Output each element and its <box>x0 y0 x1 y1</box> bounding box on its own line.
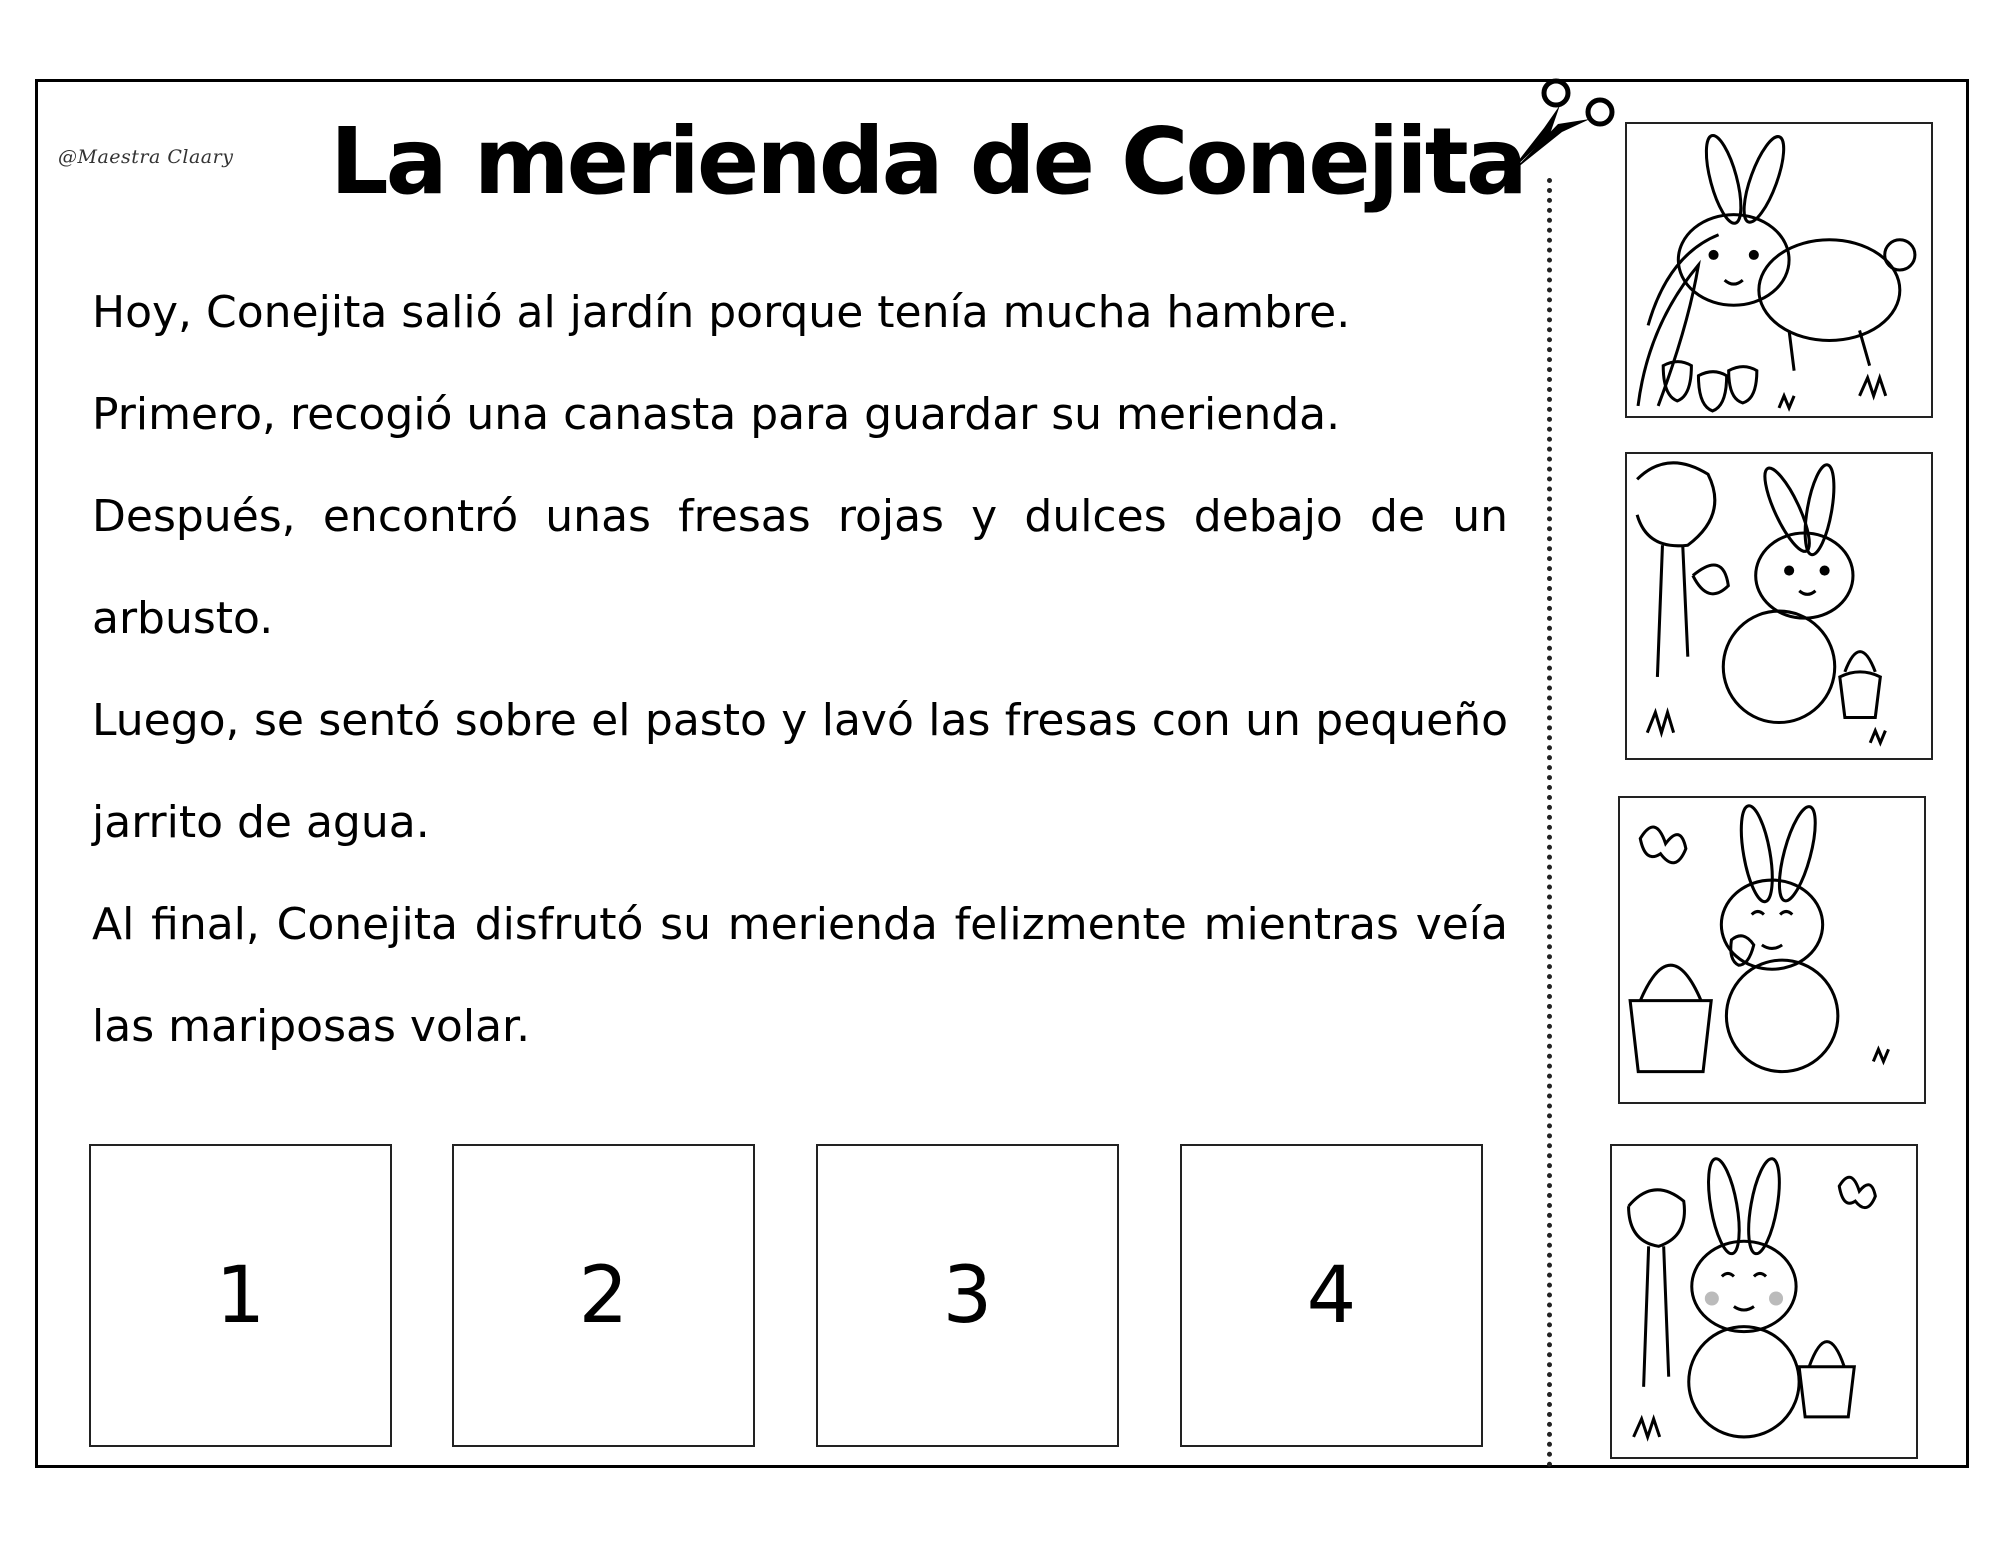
answer-box-2[interactable] <box>452 1144 755 1447</box>
answer-box-4[interactable] <box>1180 1144 1483 1447</box>
story-sentence-5: Al final, Conejita disfrutó su merienda felizmente mientras veía las mariposas volar. <box>92 899 1508 1052</box>
page-title: La merienda de Conejita <box>330 108 1525 215</box>
answer-box-number: 2 <box>578 1250 629 1341</box>
answer-box-number: 1 <box>215 1250 266 1341</box>
story-sentence-1: Hoy, Conejita salió al jardín porque tenía mucha hambre. <box>92 287 1351 338</box>
bunny-strawberries-illustration <box>1627 124 1931 416</box>
answer-box-3[interactable] <box>816 1144 1119 1447</box>
story-sentence-4: Luego, se sentó sobre el pasto y lavó las fresas con un pequeño jarrito de agua. <box>92 695 1508 848</box>
answer-box-number: 4 <box>1306 1250 1357 1341</box>
bunny-eating-strawberry-card[interactable] <box>1618 796 1926 1104</box>
bunny-butterfly-illustration <box>1612 1146 1916 1457</box>
scissors-icon <box>1500 78 1618 178</box>
answer-box-1[interactable] <box>89 1144 392 1447</box>
bunny-with-butterfly-card[interactable] <box>1610 1144 1918 1459</box>
bunny-basket-illustration <box>1627 454 1931 758</box>
bunny-eating-illustration <box>1620 798 1924 1102</box>
answer-box-number: 3 <box>942 1250 993 1341</box>
author-credit: @Maestra Claary <box>58 146 234 168</box>
bunny-with-basket-card[interactable] <box>1625 452 1933 760</box>
cut-line <box>1547 178 1552 1468</box>
story-text <box>92 262 1508 1078</box>
story-sentence-2: Primero, recogió una canasta para guardar su merienda. <box>92 389 1341 440</box>
story-sentence-3: Después, encontró unas fresas rojas y dulces debajo de un arbusto. <box>92 491 1508 644</box>
bunny-with-strawberries-card[interactable] <box>1625 122 1933 418</box>
